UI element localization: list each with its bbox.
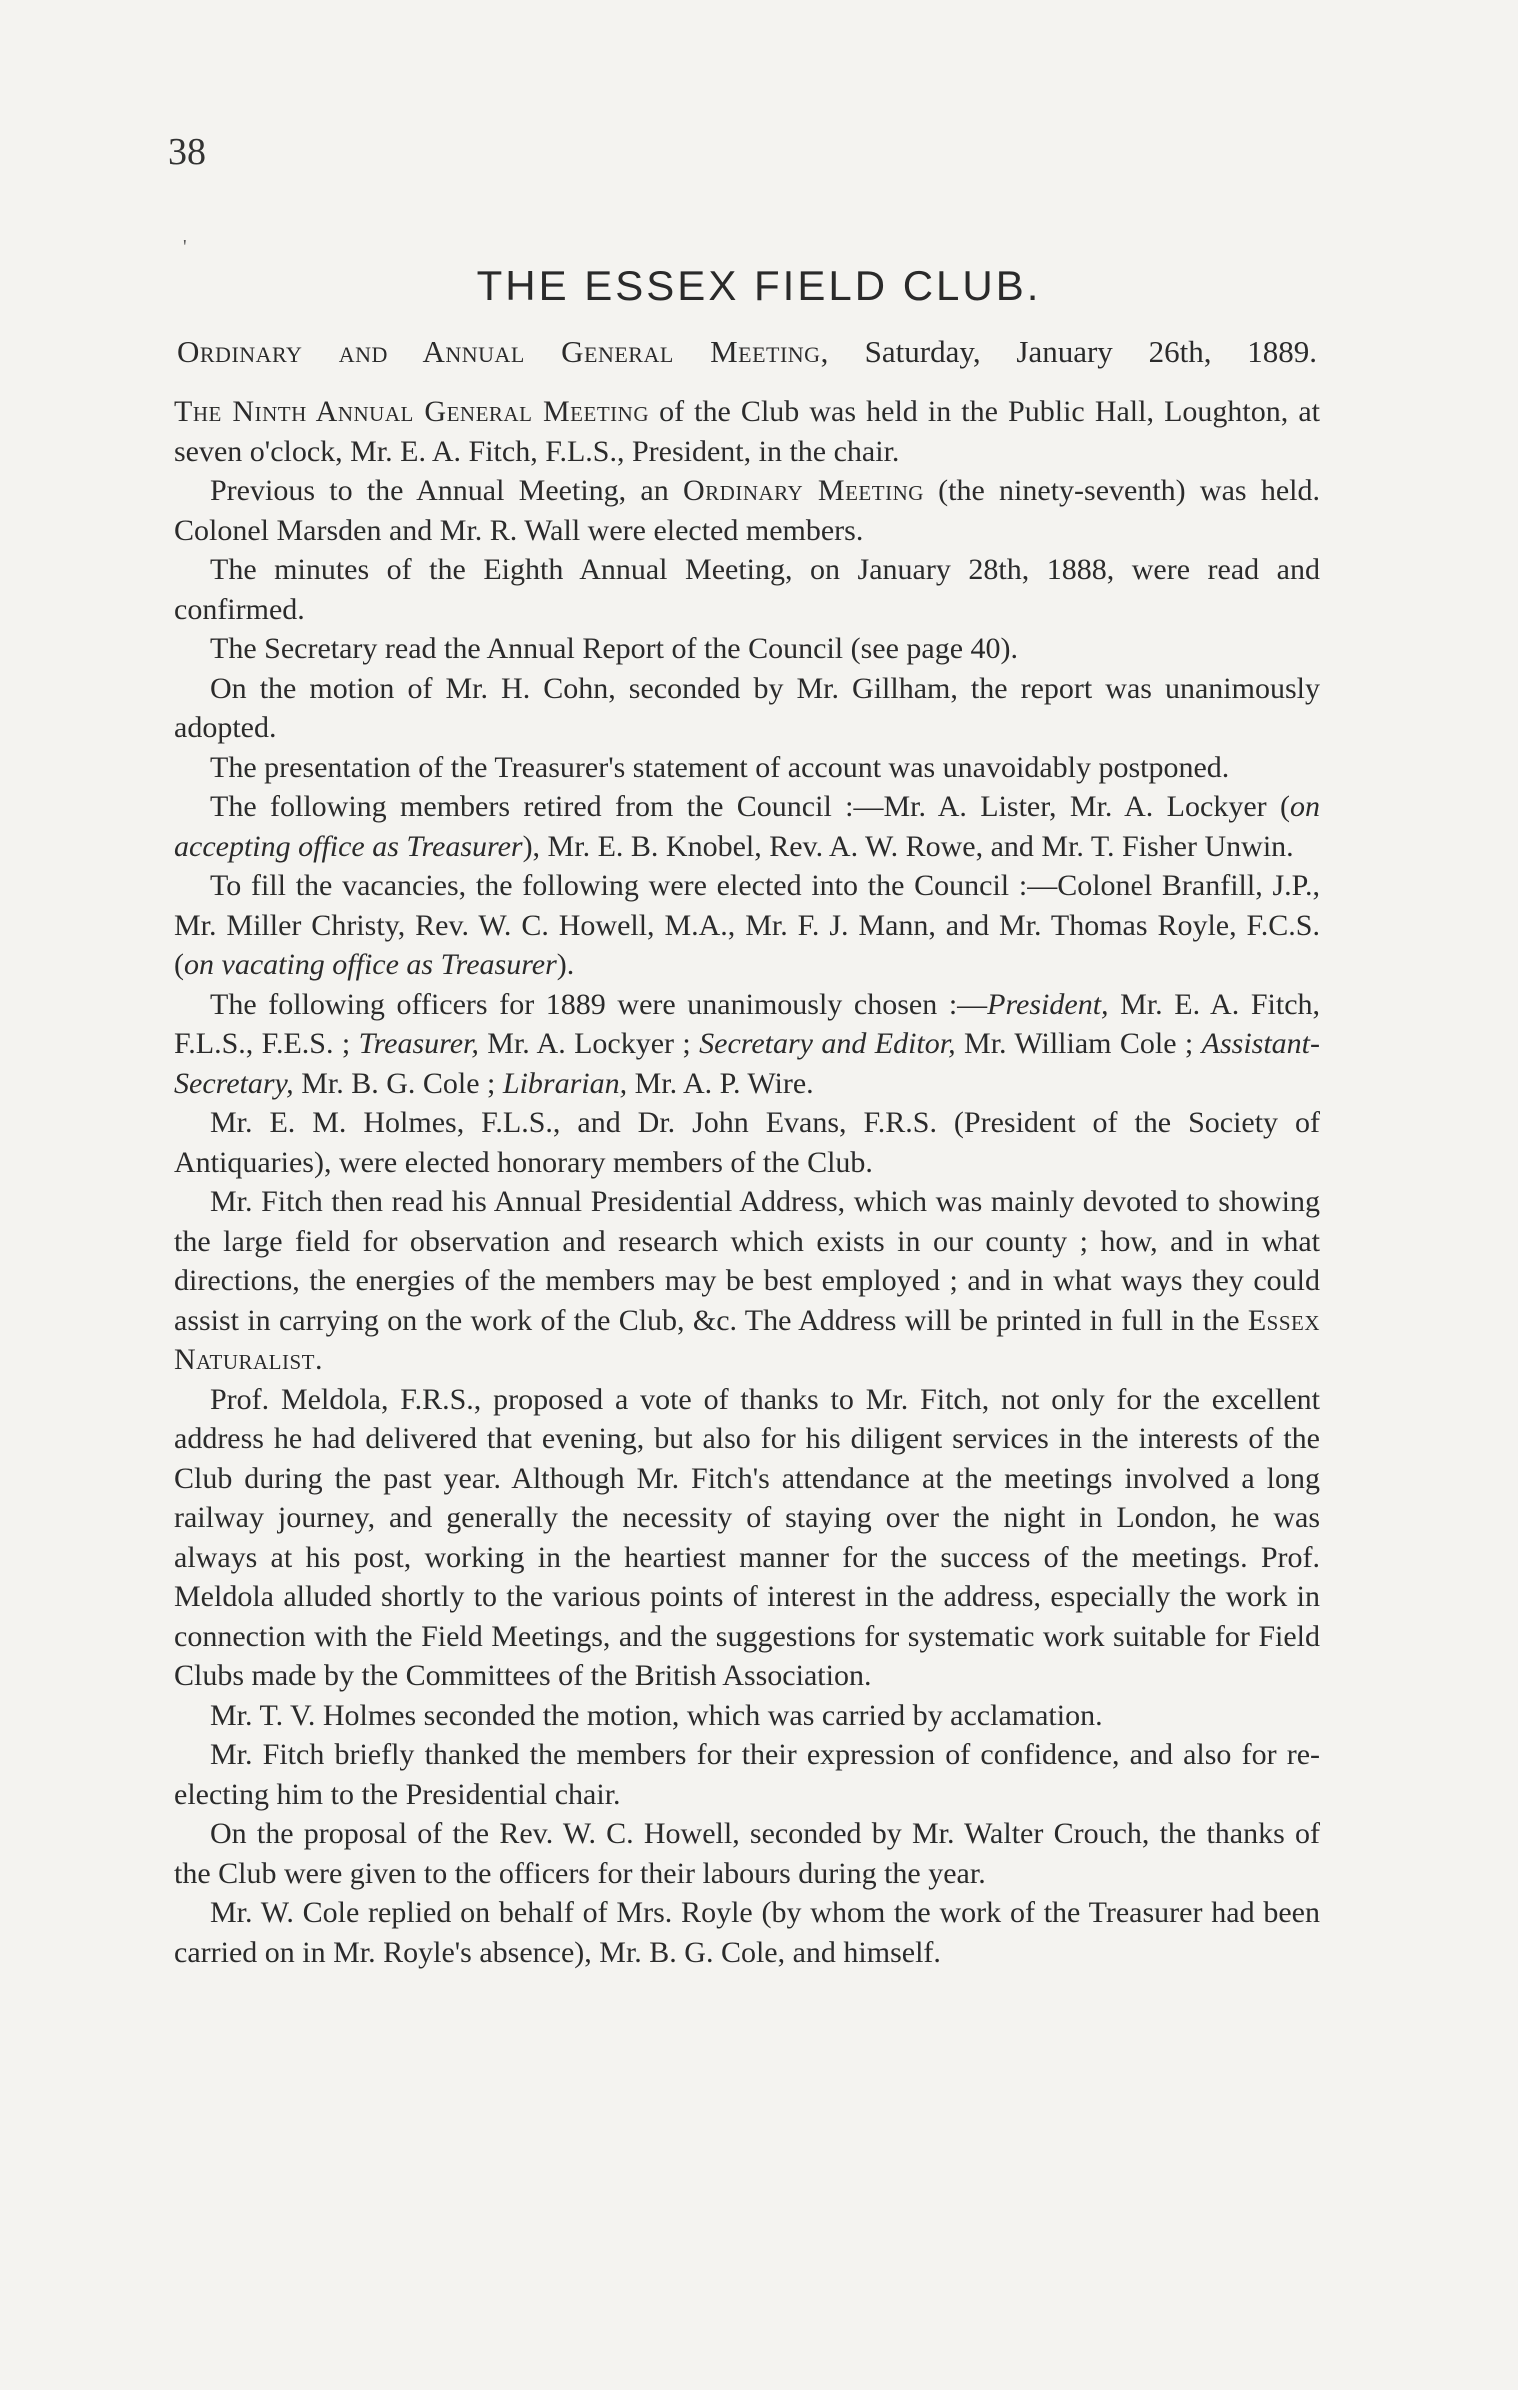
paragraph-lead: The Ninth Annual General Meeting bbox=[174, 395, 649, 428]
paragraph-annual-report: The Secretary read the Annual Report of the Council (see page 40). bbox=[210, 632, 1019, 665]
page-title: THE ESSEX FIELD CLUB. bbox=[476, 262, 1042, 309]
paragraph-text: The following members retired from the Council :—Mr. A. Lister, Mr. A. Lockyer ( bbox=[210, 790, 1290, 823]
paragraph-smallcaps: Ordinary Meeting bbox=[682, 474, 924, 507]
meeting-heading bbox=[177, 334, 1317, 370]
paragraph-text: Mr. William Cole ; bbox=[955, 1027, 1202, 1060]
paragraph-text: ). bbox=[556, 948, 575, 981]
paragraph-text: ), Mr. E. B. Knobel, Rev. A. W. Rowe, and Mr. T. Fisher Unwin. bbox=[522, 829, 1294, 863]
paragraph-italic: on accepting office as Treasurer bbox=[174, 790, 1320, 863]
paragraph-opening bbox=[174, 392, 1320, 471]
paragraph-ordinary-meeting bbox=[174, 471, 1320, 550]
paragraph-honorary-members: Mr. E. M. Holmes, F.L.S., and Dr. John Evans, F.R.S. (President of the Society of Antiquaries), were elected honorary members of the Club. bbox=[174, 1106, 1320, 1179]
paragraph-text: Mr. E. A. Fitch, F.L.S., F.E.S. ; bbox=[174, 987, 1321, 1060]
paragraph-officers bbox=[174, 985, 1320, 1104]
paragraph-text: Mr. Fitch then read his Annual Presidential Address, which was mainly devoted to showing the large field for observation and research which exists in our county ; how, and in what directions, the energies of the members may be best employed ; and in what ways they could assist in carrying on the work of the Club, &c. The Address will be printed in full in the bbox=[174, 1185, 1320, 1337]
paragraph-text: Previous to the Annual Meeting, an bbox=[210, 474, 683, 507]
office-treasurer: Treasurer, bbox=[358, 1027, 479, 1060]
paragraph-text: The following officers for 1889 were unanimously chosen :— bbox=[210, 987, 988, 1021]
paragraph-minutes: The minutes of the Eighth Annual Meeting, on January 28th, 1888, were read and confirmed. bbox=[174, 553, 1320, 626]
paragraph-text: Mr. B. G. Cole ; bbox=[293, 1066, 503, 1100]
meeting-label: Ordinary and Annual General Meeting, bbox=[177, 334, 829, 369]
paragraph-text: (the ninety-seventh) was held. Colonel Marsden and Mr. R. Wall were elected members. bbox=[174, 474, 1320, 547]
paragraph-text: Mr. A. P. Wire. bbox=[627, 1066, 814, 1100]
office-librarian: Librarian, bbox=[502, 1066, 628, 1100]
paragraph-treasurer-statement: The presentation of the Treasurer's statement of account was unavoidably postponed. bbox=[210, 750, 1230, 784]
paragraph-smallcaps: Essex Naturalist. bbox=[174, 1303, 1320, 1376]
page-number: 38 bbox=[168, 131, 206, 173]
stray-mark: ' bbox=[183, 236, 187, 258]
paragraph-report-adopted: On the motion of Mr. H. Cohn, seconded by Mr. Gillham, the report was unanimously adopted. bbox=[174, 671, 1320, 744]
paragraph-text: To fill the vacancies, the following were elected into the Council :—Colonel Branfill, J.P., Mr. Miller Christy, Rev. W. C. Howell, M.A., Mr. F. J. Mann, and Mr. Thomas Royle, F.C.S. ( bbox=[174, 869, 1320, 981]
paragraph-seconded: Mr. T. V. Holmes seconded the motion, which was carried by acclamation. bbox=[210, 1698, 1103, 1732]
paragraph-retired-members bbox=[174, 787, 1320, 866]
minutes-body bbox=[174, 392, 1320, 1972]
paragraph-vacancies bbox=[174, 866, 1320, 985]
paragraph-presidential-address bbox=[174, 1182, 1320, 1380]
paragraph-vote-of-thanks: Prof. Meldola, F.R.S., proposed a vote of thanks to Mr. Fitch, not only for the excellent address he had delivered that evening, but also for his diligent services in the interests of the Club during the past year. Although Mr. Fitch's attendance at the meetings involved a long railway journey, and generally the necessity of staying over the night in London, he was always at his post, working in the heartiest manner for the success of the meetings. Prof. Meldola alluded shortly to the various points of interest in the address, especially the work in connection with the Field Meetings, and the suggestions for systematic work suitable for Field Clubs made by the Committees of the British Association. bbox=[174, 1382, 1320, 1692]
paragraph-text: of the Club was held in the Public Hall, Loughton, at seven o'clock, Mr. E. A. Fitch, F.L.S., President, in the chair. bbox=[174, 395, 1320, 468]
paragraph-text: Mr. A. Lockyer ; bbox=[478, 1027, 700, 1060]
paragraph-officers-thanks: On the proposal of the Rev. W. C. Howell, seconded by Mr. Walter Crouch, the thanks of the Club were given to the officers for their labours during the year. bbox=[174, 1817, 1320, 1890]
office-president: President, bbox=[987, 987, 1109, 1021]
paragraph-italic: on vacating office as Treasurer bbox=[184, 948, 557, 981]
paragraph-cole-reply: Mr. W. Cole replied on behalf of Mrs. Royle (by whom the work of the Treasurer had been carried on in Mr. Royle's absence), Mr. B. G. Cole, and himself. bbox=[174, 1896, 1320, 1969]
meeting-date: Saturday, January 26th, 1889. bbox=[864, 334, 1317, 369]
paragraph-fitch-thanks: Mr. Fitch briefly thanked the members for their expression of confidence, and also for re-electing him to the Presidential chair. bbox=[174, 1738, 1320, 1811]
office-assistant-secretary: Assistant-Secretary, bbox=[174, 1027, 1320, 1100]
office-secretary: Secretary and Editor, bbox=[699, 1027, 956, 1060]
